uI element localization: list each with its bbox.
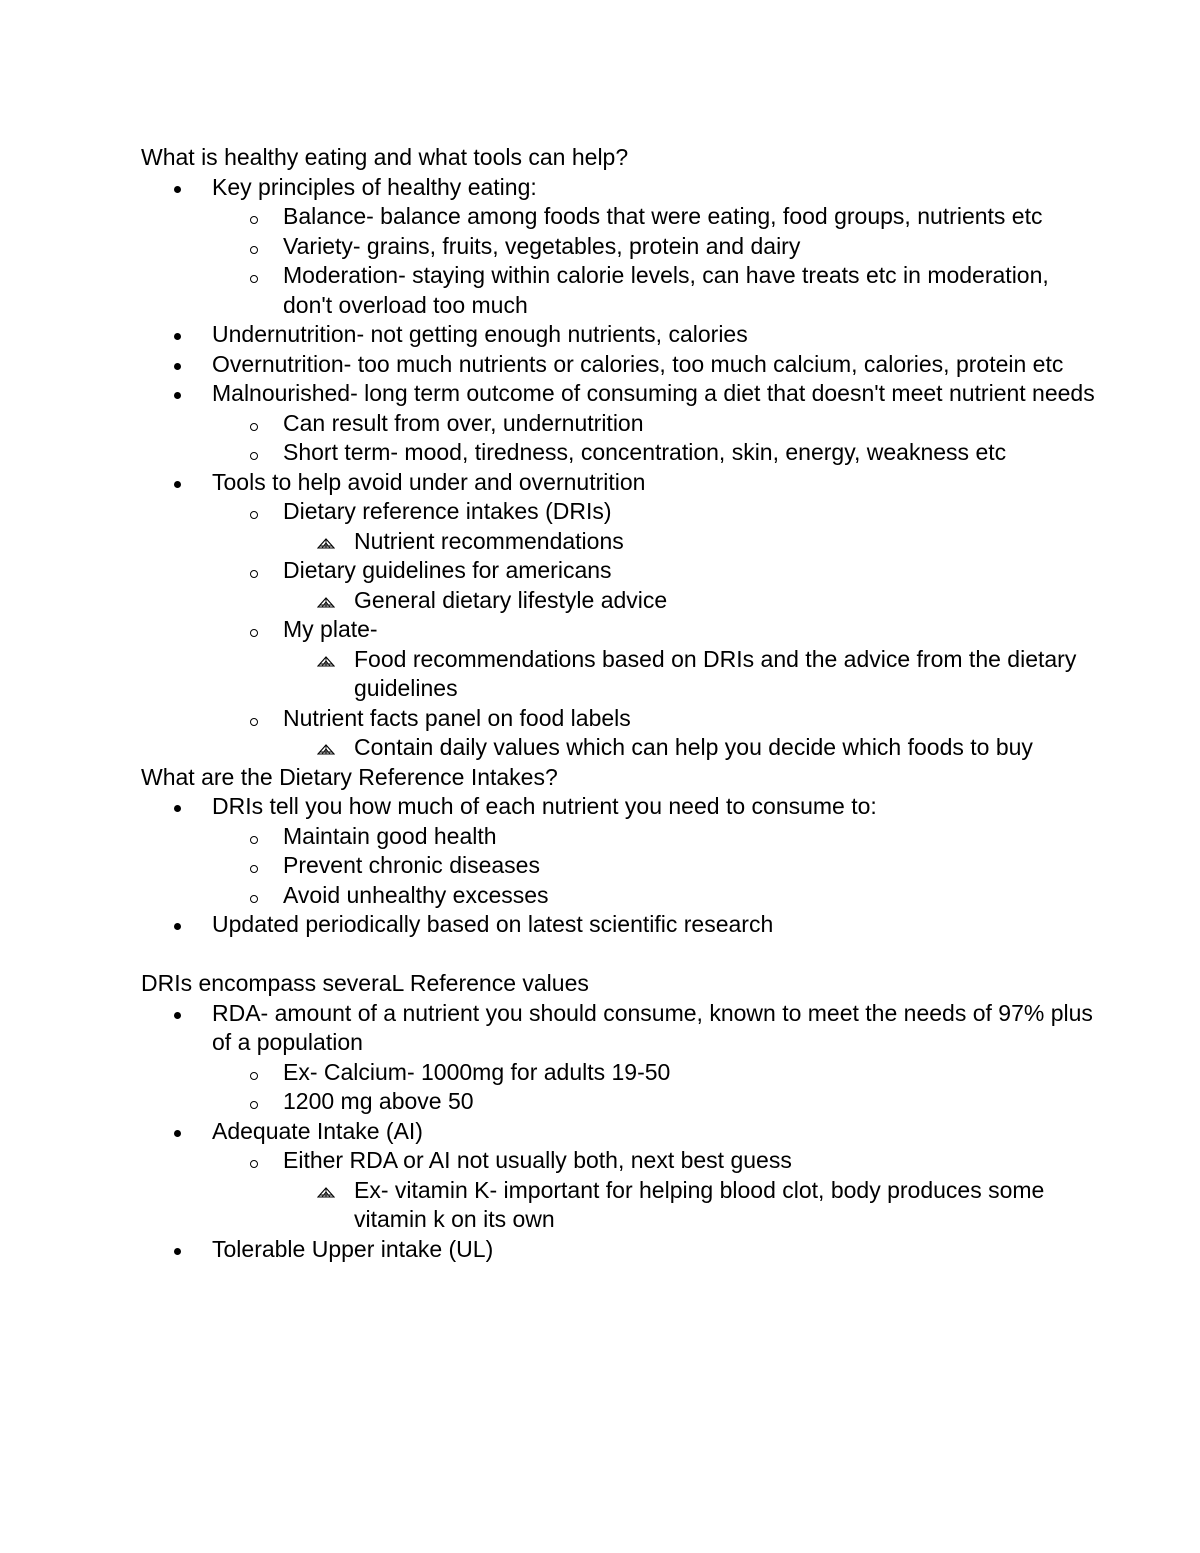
list-item-text: Prevent chronic diseases xyxy=(283,852,540,878)
list-item xyxy=(141,999,1101,1058)
list-item-text: Undernutrition- not getting enough nutrients, calories xyxy=(212,321,748,347)
list-item-text: Moderation- staying within calorie levels, can have treats etc in moderation, don't overload too much xyxy=(283,262,1049,318)
bullet-list xyxy=(141,999,1101,1265)
list-item-text: DRIs tell you how much of each nutrient you need to consume to: xyxy=(212,793,877,819)
blank-line xyxy=(141,940,1101,970)
list-item xyxy=(141,320,1101,350)
list-item xyxy=(141,851,1101,881)
filled-bullet-icon xyxy=(171,999,183,1029)
list-item xyxy=(141,1117,1101,1147)
square-bullet-icon xyxy=(316,1176,336,1206)
list-item-text: Overnutrition- too much nutrients or calories, too much calcium, calories, protein etc xyxy=(212,350,1064,377)
filled-bullet-icon xyxy=(171,468,183,498)
list-item-text: Ex- Calcium- 1000mg for adults 19-50 xyxy=(283,1058,671,1085)
hollow-circle-bullet-icon xyxy=(248,1058,262,1088)
list-item-text: Nutrient facts panel on food labels xyxy=(283,704,631,731)
list-item-text: Either RDA or AI not usually both, next best guess xyxy=(283,1147,792,1173)
hollow-circle-bullet-icon xyxy=(248,1087,262,1117)
list-item-text: Updated periodically based on latest scientific research xyxy=(212,911,774,937)
list-item-text: Dietary reference intakes (DRIs) xyxy=(283,498,612,524)
list-item xyxy=(141,1087,1101,1117)
list-item-text: Avoid unhealthy excesses xyxy=(283,881,549,908)
filled-bullet-icon xyxy=(171,350,183,380)
list-item xyxy=(141,1235,1101,1265)
list-item xyxy=(141,1146,1101,1176)
bullet-list xyxy=(141,792,1101,940)
list-item xyxy=(141,1058,1101,1088)
section-heading: What are the Dietary Reference Intakes? xyxy=(141,763,558,790)
hollow-circle-bullet-icon xyxy=(248,822,262,852)
list-item-text: Adequate Intake (AI) xyxy=(212,1117,423,1144)
filled-bullet-icon xyxy=(171,910,183,940)
list-item xyxy=(141,468,1101,498)
list-item-text: Balance- balance among foods that were eating, food groups, nutrients etc xyxy=(283,203,1043,229)
list-item xyxy=(141,232,1101,262)
filled-bullet-icon xyxy=(171,1235,183,1265)
list-item-text: 1200 mg above 50 xyxy=(283,1088,474,1114)
list-item xyxy=(141,822,1101,852)
section-heading: What is healthy eating and what tools can help? xyxy=(141,144,629,170)
list-item-text: Variety- grains, fruits, vegetables, protein and dairy xyxy=(283,232,801,259)
list-item xyxy=(141,1176,1101,1235)
hollow-circle-bullet-icon xyxy=(248,232,262,262)
list-item xyxy=(141,733,1101,763)
list-item-text: Ex- vitamin K- important for helping blood clot, body produces some vitamin k on its own xyxy=(354,1176,1045,1232)
hollow-circle-bullet-icon xyxy=(248,615,262,645)
list-item xyxy=(141,527,1101,557)
list-item xyxy=(141,350,1101,380)
list-item-text: Tools to help avoid under and overnutrition xyxy=(212,468,646,495)
list-item xyxy=(141,202,1101,232)
hollow-circle-bullet-icon xyxy=(248,497,262,527)
list-item xyxy=(141,645,1101,704)
square-bullet-icon xyxy=(316,645,336,675)
hollow-circle-bullet-icon xyxy=(248,1146,262,1176)
square-bullet-icon xyxy=(316,733,336,763)
filled-bullet-icon xyxy=(171,173,183,203)
hollow-circle-bullet-icon xyxy=(248,881,262,911)
filled-bullet-icon xyxy=(171,792,183,822)
list-item xyxy=(141,615,1101,645)
list-item xyxy=(141,881,1101,911)
list-item xyxy=(141,409,1101,439)
list-item-text: Tolerable Upper intake (UL) xyxy=(212,1235,494,1262)
list-item-text: Can result from over, undernutrition xyxy=(283,409,644,436)
list-item xyxy=(141,792,1101,822)
bullet-list xyxy=(141,173,1101,763)
list-item xyxy=(141,556,1101,586)
filled-bullet-icon xyxy=(171,1117,183,1147)
filled-bullet-icon xyxy=(171,320,183,350)
list-item-text: Short term- mood, tiredness, concentration, skin, energy, weakness etc xyxy=(283,439,1007,465)
list-item-text: My plate- xyxy=(283,616,378,642)
square-bullet-icon xyxy=(316,527,336,557)
list-item xyxy=(141,704,1101,734)
list-item-text: Food recommendations based on DRIs and the advice from the dietary guidelines xyxy=(354,645,1077,701)
list-item-text: General dietary lifestyle advice xyxy=(354,586,668,613)
hollow-circle-bullet-icon xyxy=(248,704,262,734)
list-item-text: Nutrient recommendations xyxy=(354,527,624,554)
list-item xyxy=(141,379,1101,409)
hollow-circle-bullet-icon xyxy=(248,556,262,586)
list-item-text: Dietary guidelines for americans xyxy=(283,557,612,583)
list-item xyxy=(141,497,1101,527)
list-item xyxy=(141,173,1101,203)
list-item xyxy=(141,261,1101,320)
hollow-circle-bullet-icon xyxy=(248,409,262,439)
hollow-circle-bullet-icon xyxy=(248,438,262,468)
document-page xyxy=(141,143,1101,1264)
section-heading: DRIs encompass severaL Reference values xyxy=(141,970,589,996)
list-item xyxy=(141,910,1101,940)
filled-bullet-icon xyxy=(171,379,183,409)
hollow-circle-bullet-icon xyxy=(248,851,262,881)
list-item-text: Maintain good health xyxy=(283,822,497,849)
list-item-text: Key principles of healthy eating: xyxy=(212,173,537,200)
hollow-circle-bullet-icon xyxy=(248,261,262,291)
square-bullet-icon xyxy=(316,586,336,616)
list-item xyxy=(141,438,1101,468)
hollow-circle-bullet-icon xyxy=(248,202,262,232)
list-item-text: Malnourished- long term outcome of consuming a diet that doesn't meet nutrient needs xyxy=(212,380,1095,406)
list-item-text: Contain daily values which can help you decide which foods to buy xyxy=(354,734,1033,760)
list-item-text: RDA- amount of a nutrient you should consume, known to meet the needs of 97% plus of a population xyxy=(212,999,1093,1055)
list-item xyxy=(141,586,1101,616)
